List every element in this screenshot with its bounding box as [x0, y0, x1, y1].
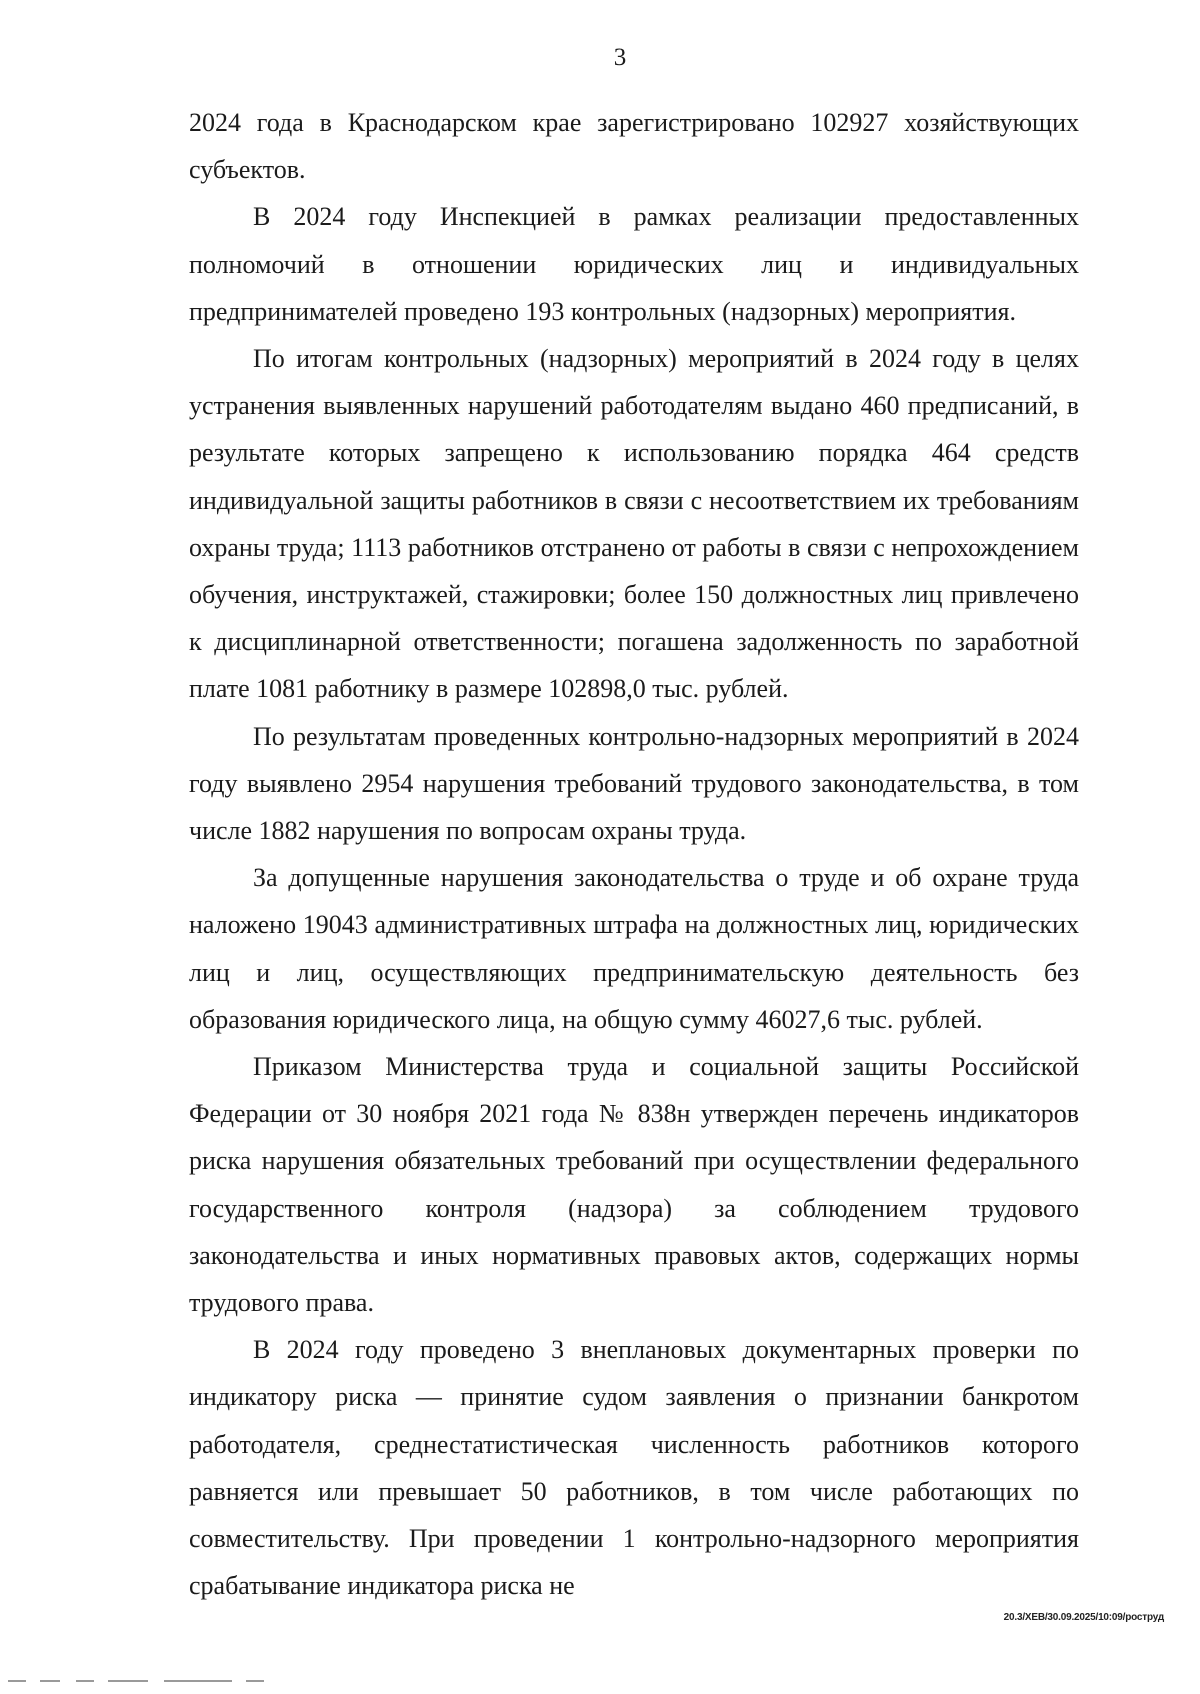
document-body	[189, 99, 1079, 1610]
page-number: 3	[613, 44, 627, 71]
paragraph-orders: По итогам контрольных (надзорных) мероприятий в 2024 году в целях устранения выявленных нарушений работодателям выдано 460 предписаний, в результате которых запрещено к использованию порядка 464 средств индивидуальной защиты работников в связи с несоответствием их требованиям охраны труда; 1113 работников отстранено от работы в связи с непрохождением обучения, инструктажей, стажировки; более 150 должностных лиц привлечено к дисциплинарной ответственности; погашена задолженность по заработной плате 1081 работнику в размере 102898,0 тыс. рублей.	[189, 344, 1079, 704]
paragraph-risk-indicator: В 2024 году проведено 3 внеплановых документарных проверки по индикатору риска — принятие судом заявления о признании банкротом работодателя, среднестатистическая численность работников которого равняется или превышает 50 работников, в том числе работающих по совместительству. При проведении 1 контрольно-надзорного мероприятия срабатывание индикатора риска не	[189, 1335, 1079, 1601]
paragraph-fines: За допущенные нарушения законодательства о труде и об охране труда наложено 19043 административных штрафа на должностных лиц, юридических лиц и лиц, осуществляющих предпринимательскую деятельность без образования юридического лица, на общую сумму 46027,6 тыс. рублей.	[189, 863, 1079, 1034]
paragraph-continuation: 2024 года в Краснодарском крае зарегистрировано 102927 хозяйствующих субъектов.	[189, 108, 1079, 185]
paragraph-inspections: В 2024 году Инспекцией в рамках реализации предоставленных полномочий в отношении юридических лиц и индивидуальных предпринимателей проведено 193 контрольных (надзорных) мероприятия.	[189, 202, 1079, 326]
paragraph-violations: По результатам проведенных контрольно-надзорных мероприятий в 2024 году выявлено 2954 нарушения требований трудового законодательства, в том числе 1882 нарушения по вопросам охраны труда.	[189, 721, 1079, 846]
paragraph-ministry-order: Приказом Министерства труда и социальной защиты Российской Федерации от 30 ноября 2021 года № 838н утвержден перечень индикаторов риска нарушения обязательных требований при осуществлении федерального государственного контроля (надзора) за соблюдением трудового законодательства и иных нормативных правовых актов, содержащих нормы трудового права.	[189, 1052, 1079, 1318]
document-registration-code: 20.3/ХЕВ/30.09.2025/10:09/роструд	[1003, 1612, 1164, 1623]
scan-edge-artifact	[8, 1680, 308, 1686]
